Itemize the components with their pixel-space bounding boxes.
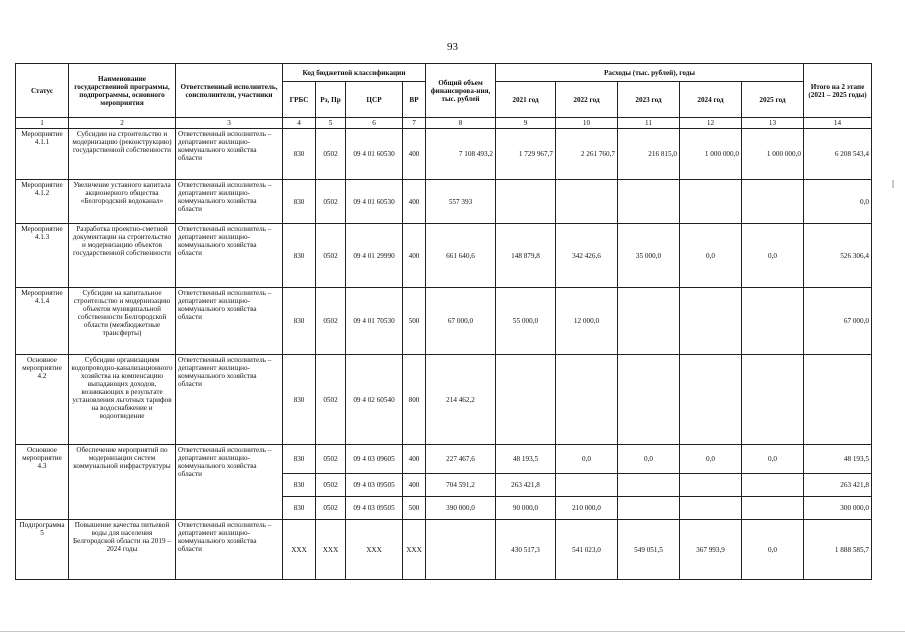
row-vr: 400 xyxy=(403,445,426,474)
row-name: Субсидии на строительство и модернизацию (реконструкцию) государственной собственности xyxy=(69,129,176,180)
row-total: 557 393 xyxy=(426,180,496,224)
row-csr: 09 4 01 70530 xyxy=(346,288,403,355)
row-2025 xyxy=(742,474,804,497)
row-csr: 09 4 03 09505 xyxy=(346,497,403,520)
row-total: 67 000,0 xyxy=(426,288,496,355)
row-csr: XXX xyxy=(346,520,403,580)
row-2022 xyxy=(556,474,618,497)
row-2021: 90 000,0 xyxy=(496,497,556,520)
header-grbs: ГРБС xyxy=(283,82,316,118)
row-vr: 400 xyxy=(403,224,426,288)
row-2025: 0,0 xyxy=(742,520,804,580)
row-2024: 1 000 000,0 xyxy=(680,129,742,180)
table-row xyxy=(16,180,872,224)
row-2023 xyxy=(618,474,680,497)
column-number: 2 xyxy=(69,118,176,129)
row-grbs: 830 xyxy=(283,445,316,474)
column-number: 5 xyxy=(316,118,346,129)
row-responsible: Ответственный исполнитель – департамент жилищно-коммунального хозяйства области xyxy=(176,445,283,520)
row-name: Обеспечение мероприятий по модернизации систем коммунальной инфраструктуры xyxy=(69,445,176,520)
column-number: 8 xyxy=(426,118,496,129)
row-2023: 549 051,5 xyxy=(618,520,680,580)
header-2023: 2023 год xyxy=(618,82,680,118)
row-total: 390 000,0 xyxy=(426,497,496,520)
row-2024 xyxy=(680,474,742,497)
row-total: 214 462,2 xyxy=(426,355,496,445)
row-csr: 09 4 03 09505 xyxy=(346,474,403,497)
row-status: Подпрограмма 5 xyxy=(16,520,69,580)
row-status: Мероприятие 4.1.3 xyxy=(16,224,69,288)
row-rzpr: 0502 xyxy=(316,288,346,355)
header-2021: 2021 год xyxy=(496,82,556,118)
column-number: 3 xyxy=(176,118,283,129)
column-number: 9 xyxy=(496,118,556,129)
header-budget-code: Код бюджетной классификации xyxy=(283,64,426,82)
row-vr: 500 xyxy=(403,497,426,520)
row-2021: 1 729 967,7 xyxy=(496,129,556,180)
row-itogo: 1 888 585,7 xyxy=(804,520,872,580)
row-grbs: 830 xyxy=(283,497,316,520)
budget-table xyxy=(15,63,872,580)
row-2025 xyxy=(742,288,804,355)
row-2023 xyxy=(618,288,680,355)
row-2024: 0,0 xyxy=(680,224,742,288)
row-2022: 2 261 760,7 xyxy=(556,129,618,180)
row-rzpr: XXX xyxy=(316,520,346,580)
row-2021: 55 000,0 xyxy=(496,288,556,355)
row-itogo: 263 421,8 xyxy=(804,474,872,497)
row-csr: 09 4 01 60530 xyxy=(346,180,403,224)
row-responsible: Ответственный исполнитель – департамент жилищно-коммунального хозяйства области xyxy=(176,129,283,180)
row-responsible: Ответственный исполнитель – департамент жилищно-коммунального хозяйства области xyxy=(176,520,283,580)
row-itogo: 0,0 xyxy=(804,180,872,224)
row-total: 227 467,6 xyxy=(426,445,496,474)
row-itogo xyxy=(804,355,872,445)
row-csr: 09 4 01 60530 xyxy=(346,129,403,180)
row-2022 xyxy=(556,355,618,445)
row-grbs: 830 xyxy=(283,129,316,180)
header-responsible: Ответственный исполнитель, соисполнители, участники xyxy=(176,64,283,118)
row-2024 xyxy=(680,180,742,224)
column-number: 13 xyxy=(742,118,804,129)
row-itogo: 48 193,5 xyxy=(804,445,872,474)
row-responsible: Ответственный исполнитель – департамент жилищно-коммунального хозяйства области xyxy=(176,288,283,355)
row-total: 7 108 493,2 xyxy=(426,129,496,180)
row-2024 xyxy=(680,497,742,520)
row-status: Мероприятие 4.1.2 xyxy=(16,180,69,224)
table-row xyxy=(16,355,872,445)
table-row xyxy=(16,129,872,180)
row-csr: 09 4 02 60540 xyxy=(346,355,403,445)
row-2025 xyxy=(742,355,804,445)
row-itogo: 300 000,0 xyxy=(804,497,872,520)
row-csr: 09 4 01 29990 xyxy=(346,224,403,288)
row-2022 xyxy=(556,180,618,224)
table-row xyxy=(16,520,872,580)
row-grbs: 830 xyxy=(283,180,316,224)
row-grbs: 830 xyxy=(283,474,316,497)
table-row xyxy=(16,288,872,355)
row-2024: 367 993,9 xyxy=(680,520,742,580)
column-number: 14 xyxy=(804,118,872,129)
row-name: Увеличение уставного капитала акционерного общества «Белгородский водоканал» xyxy=(69,180,176,224)
row-vr: 500 xyxy=(403,288,426,355)
row-2023 xyxy=(618,180,680,224)
header-vr: ВР xyxy=(403,82,426,118)
row-2025: 0,0 xyxy=(742,224,804,288)
row-total: 704 591,2 xyxy=(426,474,496,497)
row-2024: 0,0 xyxy=(680,445,742,474)
row-total: 661 640,6 xyxy=(426,224,496,288)
row-2023 xyxy=(618,497,680,520)
header-2025: 2025 год xyxy=(742,82,804,118)
header-total: Общий объем финансирова-ния, тыс. рублей xyxy=(426,64,496,118)
row-rzpr: 0502 xyxy=(316,180,346,224)
row-grbs: XXX xyxy=(283,520,316,580)
row-name: Субсидии организациям водопроводно-канализационного хозяйства на компенсацию выпадающих доходов, возникающих в результате установления льготных тарифов на водоснабжение и водоотведение xyxy=(69,355,176,445)
row-2025: 0,0 xyxy=(742,445,804,474)
row-name: Разработка проектно-сметной документации на строительство и модернизацию объектов государственной собственности xyxy=(69,224,176,288)
header-csr: ЦСР xyxy=(346,82,403,118)
row-responsible: Ответственный исполнитель – департамент жилищно-коммунального хозяйства области xyxy=(176,224,283,288)
row-2025 xyxy=(742,497,804,520)
header-2024: 2024 год xyxy=(680,82,742,118)
header-name: Наименование государственной программы, подпрограммы, основного мероприятия xyxy=(69,64,176,118)
column-number: 12 xyxy=(680,118,742,129)
row-2021 xyxy=(496,355,556,445)
row-rzpr: 0502 xyxy=(316,474,346,497)
row-rzpr: 0502 xyxy=(316,355,346,445)
row-2023: 35 000,0 xyxy=(618,224,680,288)
row-itogo: 6 208 543,4 xyxy=(804,129,872,180)
row-2024 xyxy=(680,288,742,355)
row-itogo: 67 000,0 xyxy=(804,288,872,355)
row-status: Мероприятие 4.1.1 xyxy=(16,129,69,180)
column-number: 11 xyxy=(618,118,680,129)
row-grbs: 830 xyxy=(283,355,316,445)
row-vr: 400 xyxy=(403,180,426,224)
column-number: 7 xyxy=(403,118,426,129)
row-itogo: 526 306,4 xyxy=(804,224,872,288)
column-number: 4 xyxy=(283,118,316,129)
scan-edge-line xyxy=(0,631,905,632)
row-rzpr: 0502 xyxy=(316,445,346,474)
row-vr: XXX xyxy=(403,520,426,580)
scan-edge-line xyxy=(892,180,894,188)
row-name: Субсидии на капитальное строительство и модернизацию объектов муниципальной собственности Белгородской области (межбюджетные трансферты) xyxy=(69,288,176,355)
column-number: 1 xyxy=(16,118,69,129)
header-itogo: Итого на 2 этапе (2021 – 2025 годы) xyxy=(804,64,872,118)
row-2021 xyxy=(496,180,556,224)
column-number: 6 xyxy=(346,118,403,129)
row-csr: 09 4 03 09605 xyxy=(346,445,403,474)
row-2024 xyxy=(680,355,742,445)
row-2021: 148 879,8 xyxy=(496,224,556,288)
row-2021: 48 193,5 xyxy=(496,445,556,474)
column-number: 10 xyxy=(556,118,618,129)
header-2022: 2022 год xyxy=(556,82,618,118)
row-2022: 0,0 xyxy=(556,445,618,474)
row-name: Повышение качества питьевой воды для населения Белгородской области на 2019 – 2024 годы xyxy=(69,520,176,580)
row-2022: 342 426,6 xyxy=(556,224,618,288)
row-2023 xyxy=(618,355,680,445)
row-2022: 541 023,0 xyxy=(556,520,618,580)
row-rzpr: 0502 xyxy=(316,497,346,520)
column-number-row xyxy=(16,118,872,129)
row-2025: 1 000 000,0 xyxy=(742,129,804,180)
table-row xyxy=(16,445,872,474)
row-grbs: 830 xyxy=(283,288,316,355)
row-rzpr: 0502 xyxy=(316,129,346,180)
row-vr: 400 xyxy=(403,129,426,180)
page-number: 93 xyxy=(447,41,458,53)
header-rzpr: Рз, Пр xyxy=(316,82,346,118)
row-2021: 263 421,8 xyxy=(496,474,556,497)
row-status: Основное мероприятие 4.3 xyxy=(16,445,69,520)
row-2021: 430 517,3 xyxy=(496,520,556,580)
row-status: Мероприятие 4.1.4 xyxy=(16,288,69,355)
row-2023: 0,0 xyxy=(618,445,680,474)
row-2023: 216 815,0 xyxy=(618,129,680,180)
row-grbs: 830 xyxy=(283,224,316,288)
row-vr: 800 xyxy=(403,355,426,445)
row-2025 xyxy=(742,180,804,224)
header-expenses: Расходы (тыс. рублей), годы xyxy=(496,64,804,82)
row-status: Основное мероприятие 4.2 xyxy=(16,355,69,445)
row-2022: 210 000,0 xyxy=(556,497,618,520)
row-vr: 400 xyxy=(403,474,426,497)
row-responsible: Ответственный исполнитель – департамент жилищно-коммунального хозяйства области xyxy=(176,355,283,445)
row-rzpr: 0502 xyxy=(316,224,346,288)
header-status: Статус xyxy=(16,64,69,118)
table-row xyxy=(16,224,872,288)
row-responsible: Ответственный исполнитель – департамент жилищно-коммунального хозяйства области xyxy=(176,180,283,224)
row-total xyxy=(426,520,496,580)
row-2022: 12 000,0 xyxy=(556,288,618,355)
